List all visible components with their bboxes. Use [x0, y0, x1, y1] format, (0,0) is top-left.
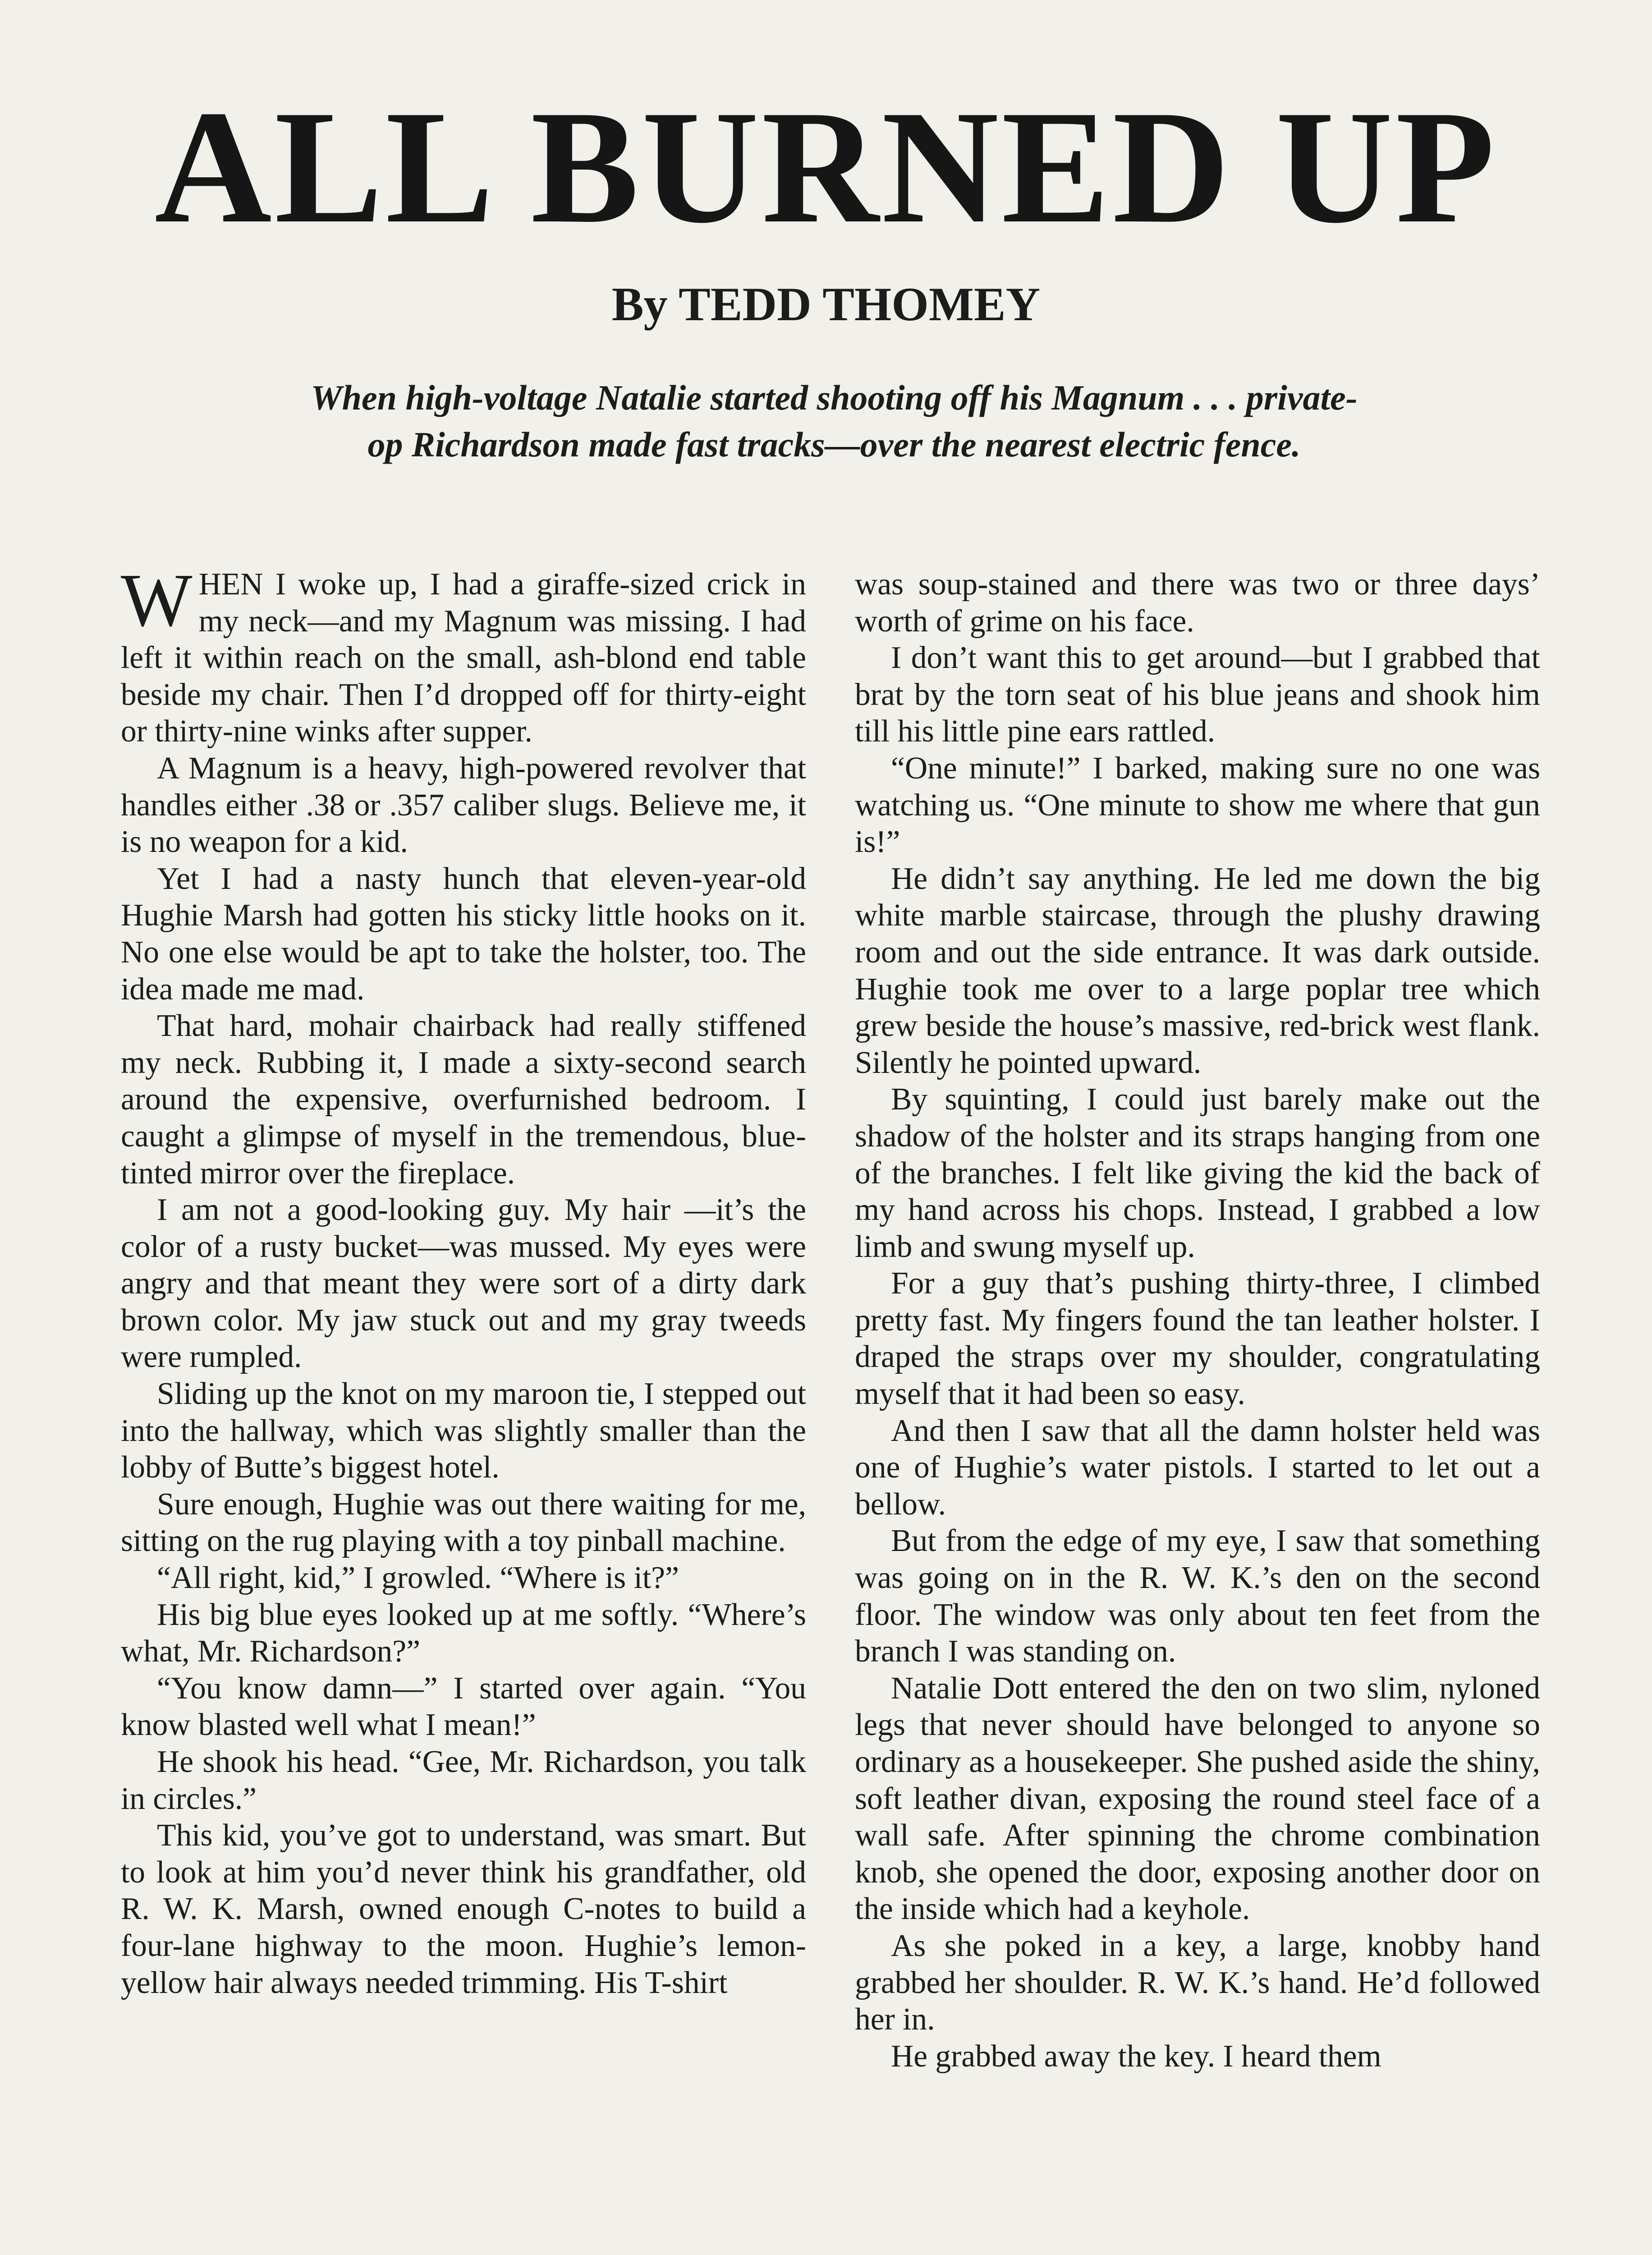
paragraph: “All right, kid,” I growled. “Where is it?”: [157, 1560, 679, 1596]
right-column: [855, 566, 1540, 2075]
paragraph: Sure enough, Hughie was out there waiting for me, sitting on the rug playing with a toy pinball machine.: [121, 1486, 806, 1559]
paragraph: That hard, mohair chairback had really stiffened my neck. Rubbing it, I made a sixty-second search around the expensive, overfurnished bedroom. I caught a glimpse of myself in the tremendous, blue-tinted mirror over the fireplace.: [121, 1008, 806, 1191]
paragraph: I don’t want this to get around—but I grabbed that brat by the torn seat of his blue jeans and shook him till his little pine ears rattled.: [855, 640, 1540, 749]
paragraph: His big blue eyes looked up at me softly. “Where’s what, Mr. Richardson?”: [121, 1597, 806, 1669]
paragraph: He shook his head. “Gee, Mr. Richardson, you talk in circles.”: [121, 1744, 806, 1816]
paragraph: He grabbed away the key. I heard them: [891, 2039, 1381, 2074]
paragraph: Yet I had a nasty hunch that eleven-year-old Hughie Marsh had gotten his sticky little hooks on it. No one else would be apt to take the holster, too. The idea made me mad.: [121, 861, 806, 1007]
paragraph: I am not a good-looking guy. My hair —it’s the color of a rusty bucket—was mussed. My eyes were angry and that meant they were sort of a dirty dark brown color. My jaw stuck out and my gray tweeds were rumpled.: [121, 1192, 806, 1375]
story-title: ALL BURNED UP: [154, 77, 1498, 257]
paragraph: “You know damn—” I started over again. “You know blasted well what I mean!”: [121, 1671, 806, 1743]
left-column: [121, 558, 806, 2001]
story-blurb: When high-voltage Natalie started shooting off his Magnum . . . private-op Richardson made fast tracks—over the nearest electric fence.: [311, 378, 1358, 464]
paragraph: A Magnum is a heavy, high-powered revolver that handles either .38 or .357 caliber slugs. Believe me, it is no weapon for a kid.: [121, 750, 806, 860]
paragraph: For a guy that’s pushing thirty-three, I climbed pretty fast. My fingers found the tan leather holster. I draped the straps over my shoulder, congratulating myself that it had been so easy.: [855, 1266, 1540, 1412]
paragraph: But from the edge of my eye, I saw that something was going on in the R. W. K.’s den on the second floor. The window was only about ten feet from the branch I was standing on.: [855, 1523, 1540, 1669]
paragraph: He didn’t say anything. He led me down the big white marble staircase, through the plushy drawing room and out the side entrance. It was dark outside. Hughie took me over to a large poplar tree which grew beside the house’s massive, red-brick west flank. Silently he pointed upward.: [855, 861, 1540, 1080]
drop-cap: W: [121, 558, 193, 642]
paragraph: And then I saw that all the damn holster held was one of Hughie’s water pistols. I started to let out a bellow.: [855, 1413, 1540, 1522]
paragraph-continuation: was soup-stained and there was two or three days’ worth of grime on his face.: [855, 567, 1540, 639]
paragraph-text: HEN I woke up, I had a giraffe-sized crick in my neck—and my Magnum was missing. I had left it within reach on the small, ash-blond end table beside my chair. Then I’d dropped off for thirty-eight or thirty-nine winks after supper.: [121, 567, 806, 749]
paragraph: Sliding up the knot on my maroon tie, I stepped out into the hallway, which was slightly smaller than the lobby of Butte’s biggest hotel.: [121, 1376, 806, 1485]
paragraph: As she poked in a key, a large, knobby hand grabbed her shoulder. R. W. K.’s hand. He’d followed her in.: [855, 1928, 1540, 2037]
paragraph: “One minute!” I barked, making sure no one was watching us. “One minute to show me where that gun is!”: [855, 750, 1540, 860]
paragraph: By squinting, I could just barely make out the shadow of the holster and its straps hanging from one of the branches. I felt like giving the kid the back of my hand across his chops. Instead, I grabbed a low limb and swung myself up.: [855, 1082, 1540, 1264]
opening-paragraph: [121, 558, 806, 750]
byline: By TEDD THOMEY: [611, 278, 1041, 331]
paragraph: This kid, you’ve got to understand, was smart. But to look at him you’d never think his grandfather, old R. W. K. Marsh, owned enough C-notes to build a four-lane highway to the moon. Hughie’s lemon-yellow hair always needed trimming. His T-shirt: [121, 1818, 806, 2000]
paragraph: Natalie Dott entered the den on two slim, nyloned legs that never should have belonged to anyone so ordinary as a housekeeper. She pushed aside the shiny, soft leather divan, exposing the round steel face of a wall safe. After spinning the chrome combination knob, she opened the door, exposing another door on the inside which had a keyhole.: [855, 1671, 1540, 1927]
